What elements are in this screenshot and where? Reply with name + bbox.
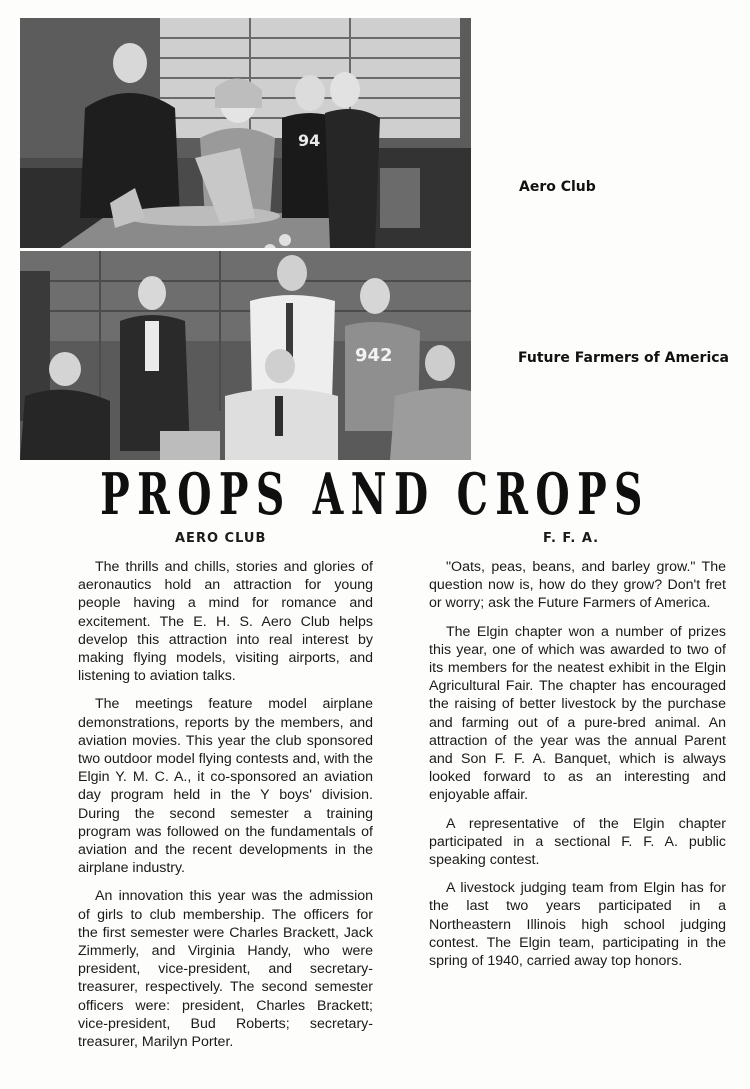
ffa-paragraph: A representative of the Elgin chapter participated in a sectional F. F. A. public speaking contest. [429, 815, 726, 869]
ffa-paragraph: A livestock judging team from Elgin has for the last two years participated in a Northeastern Illinois high school judging contest. The Elgin team, participating in the spring of 1940, carried away top honors. [429, 880, 726, 970]
svg-text:94: 94 [298, 131, 321, 150]
aero-club-photo [20, 18, 471, 248]
ffa-heading: F. F. A. [543, 531, 600, 546]
aero-club-heading: AERO CLUB [175, 531, 267, 546]
ffa-caption: Future Farmers of America [518, 350, 730, 366]
ffa-photo-image [20, 251, 471, 460]
page-headline: PROPS AND CROPS [100, 462, 650, 529]
ffa-article [429, 558, 726, 980]
aero-club-photo-image [20, 18, 471, 248]
aero-club-article [78, 558, 373, 1061]
aero-club-paragraph: The meetings feature model airplane demonstrations, reports by the members, and aviation movies. This year the club sponsored two outdoor model flying contests and, with the Elgin Y. M. C. A., it co-sponsored an aviation day program held in the Y boys' division. During the second semester a training program was followed on the fundamentals of aviation and the recent developments in the airplane industry. [78, 696, 373, 877]
sweater-number: 942 [355, 345, 393, 366]
ffa-paragraph: "Oats, peas, beans, and barley grow." The question now is, how do they grow? Don't fret or worry; ask the Future Farmers of America. [429, 559, 726, 612]
aero-club-paragraph: An innovation this year was the admission of girls to club membership. The officers for the first semester were Charles Brackett, Jack Zimmerly, and Virginia Handy, who were president, vice-president, and secretary-treasurer, respectively. The second semester officers were: president, Charles Brackett; vice-president, Bud Roberts; secretary-treasurer, Marilyn Porter. [78, 888, 373, 1051]
ffa-paragraph: The Elgin chapter won a number of prizes this year, one of which was awarded to two of its members for the neatest exhibit in the Elgin Agricultural Fair. The chapter has encouraged the raising of better livestock by the purchase and farming out of a pure-bred animal. An attraction of the year was the annual Parent and Son F. F. A. Banquet, which is always looked forward to as an interesting and enjoyable affair. [429, 623, 726, 804]
ffa-photo [20, 251, 471, 460]
aero-club-caption: Aero Club [519, 179, 596, 195]
aero-club-paragraph: The thrills and chills, stories and glories of aeronautics hold an attraction for young people having a mind for romance and excitement. The E. H. S. Aero Club helps develop this attraction into real interest by making flying models, visiting airports, and listening to aviation talks. [78, 559, 373, 685]
